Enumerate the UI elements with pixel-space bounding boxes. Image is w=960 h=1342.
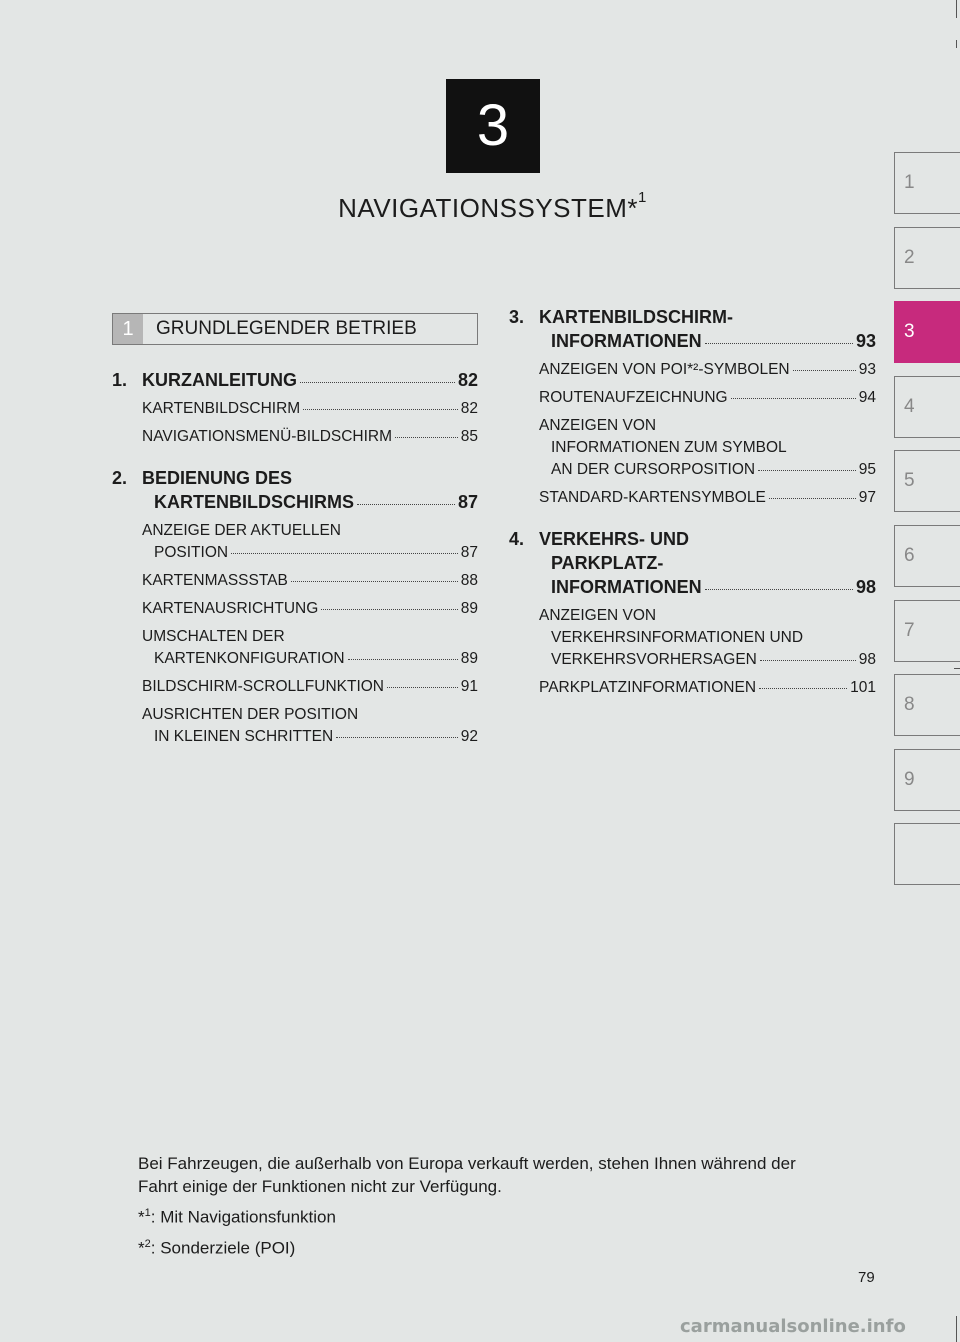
toc-line-text: KURZANLEITUNG (142, 370, 297, 390)
toc-line-text: POSITION (154, 544, 229, 561)
toc-chapter-number: 1. (112, 370, 128, 390)
toc-line (539, 387, 876, 409)
toc-line (142, 626, 478, 648)
toc-line-text: KARTENBILDSCHIRM- (539, 307, 733, 327)
toc-entry[interactable] (539, 359, 876, 381)
toc-entry[interactable] (142, 704, 478, 748)
toc-chapter-title (539, 305, 876, 353)
toc-line-text: ROUTENAUFZEICHNUNG (539, 389, 728, 406)
toc-line-text: KARTENBILDSCHIRM (142, 400, 301, 417)
dot-leader (705, 343, 853, 344)
toc-entry[interactable] (142, 520, 478, 564)
toc-line-text: STANDARD-KARTENSYMBOLE (539, 489, 766, 506)
toc-line-text: ANZEIGEN VON POI*²-SYMBOLEN (539, 361, 790, 378)
page-ref[interactable]: 93 (858, 361, 876, 378)
toc-line (142, 648, 478, 670)
toc-chapter-title (142, 466, 478, 514)
crop-mark (956, 1316, 957, 1342)
dot-leader (387, 687, 458, 688)
toc-line-text: KARTENKONFIGURATION (154, 650, 345, 667)
toc-line-text: AN DER CURSORPOSITION (551, 461, 756, 478)
toc-entry[interactable] (539, 677, 876, 699)
toc-line (539, 437, 876, 459)
footer-note: Bei Fahrzeugen, die außerhalb von Europa verkauft werden, stehen Ihnen während der Fahrt einige der Funktionen nicht zur Verfügung. (138, 1154, 796, 1196)
crop-mark (956, 40, 957, 48)
side-tab-blank[interactable] (894, 823, 960, 885)
toc-chapter (509, 527, 876, 699)
toc-line (539, 605, 876, 627)
chapter-number-box: 3 (446, 79, 540, 173)
toc-line (539, 415, 876, 437)
side-tab-8[interactable]: 8 (894, 674, 960, 736)
page-ref[interactable]: 87 (460, 544, 478, 561)
footnote-1: *$^1$: Mit Navigationsfunktion (138, 1207, 336, 1227)
toc-chapter-heading[interactable] (509, 305, 876, 353)
toc-entry[interactable] (539, 605, 876, 671)
page-ref[interactable]: 89 (460, 650, 478, 667)
dot-leader (705, 589, 853, 590)
page-ref[interactable]: 98 (858, 651, 876, 668)
toc-entry[interactable] (142, 570, 478, 592)
toc-line (142, 542, 478, 564)
toc-chapter-heading[interactable] (509, 527, 876, 599)
toc-line (539, 575, 876, 599)
toc-left-column (112, 368, 478, 748)
page-ref[interactable]: 98 (855, 577, 876, 597)
page-ref[interactable]: 85 (460, 428, 478, 445)
dot-leader (291, 581, 458, 582)
side-tab-1[interactable]: 1 (894, 152, 960, 214)
toc-entry[interactable] (142, 676, 478, 698)
toc-line-text: ANZEIGEN VON (539, 417, 657, 434)
toc-line-text: NAVIGATIONSMENÜ-BILDSCHIRM (142, 428, 393, 445)
dot-leader (760, 660, 856, 661)
toc-line (142, 520, 478, 542)
toc-chapter-title (539, 527, 876, 599)
side-tab-4[interactable]: 4 (894, 376, 960, 438)
side-tab-3[interactable]: 3 (894, 301, 960, 363)
toc-line-text: KARTENBILDSCHIRMS (154, 492, 354, 512)
toc-line-text: INFORMATIONEN ZUM SYMBOL (551, 439, 787, 456)
crop-mark (954, 668, 960, 669)
toc-line (142, 676, 478, 698)
page-ref[interactable]: 82 (460, 400, 478, 417)
page-title: NAVIGATIONSSYSTEM*$^1$ (338, 189, 647, 223)
toc-line (142, 570, 478, 592)
page-ref[interactable]: 93 (855, 331, 876, 351)
toc-chapter-heading[interactable] (112, 466, 478, 514)
page-ref[interactable]: 88 (460, 572, 478, 589)
page-ref[interactable]: 89 (460, 600, 478, 617)
toc-entry[interactable] (142, 398, 478, 420)
toc-line (142, 398, 478, 420)
toc-line-text: VERKEHRS- UND (539, 529, 690, 549)
toc-line (142, 368, 478, 392)
toc-line-text: VERKEHRSVORHERSAGEN (551, 651, 757, 668)
toc-line (539, 305, 876, 329)
dot-leader (321, 609, 457, 610)
toc-line-text: INFORMATIONEN (551, 331, 702, 351)
toc-line (539, 359, 876, 381)
dot-leader (395, 437, 458, 438)
toc-line-text: VERKEHRSINFORMATIONEN UND (551, 629, 804, 646)
toc-chapter-number: 3. (509, 307, 525, 327)
toc-line (142, 426, 478, 448)
side-tab-5[interactable]: 5 (894, 450, 960, 512)
page-ref[interactable]: 95 (858, 461, 876, 478)
toc-chapter-number: 2. (112, 468, 128, 488)
footnote-2: *$^2$: Sonderziele (POI) (138, 1237, 296, 1258)
page-number: 79 (858, 1269, 875, 1286)
toc-line (539, 329, 876, 353)
toc-line-text: UMSCHALTEN DER (142, 628, 285, 645)
page-ref[interactable]: 97 (858, 489, 876, 506)
toc-line-text: KARTENAUSRICHTUNG (142, 600, 319, 617)
toc-chapter (112, 368, 478, 448)
toc-line-text: BEDIENUNG DES (142, 468, 293, 488)
toc-chapter (112, 466, 478, 748)
page-ref[interactable]: 94 (858, 389, 876, 406)
dot-leader (357, 504, 455, 505)
toc-right-column (509, 305, 876, 699)
toc-line-text: PARKPLATZINFORMATIONEN (539, 679, 757, 696)
toc-line (142, 598, 478, 620)
toc-line (539, 627, 876, 649)
section-number: 1 (113, 314, 143, 344)
toc-line (539, 551, 876, 575)
toc-entry[interactable] (142, 598, 478, 620)
toc-line-text: KARTENMASSSTAB (142, 572, 288, 589)
dot-leader (731, 398, 856, 399)
side-tab-9[interactable]: 9 (894, 749, 960, 811)
footer-notes (138, 1152, 838, 1259)
toc-line (539, 527, 876, 551)
dot-leader (759, 688, 847, 689)
toc-chapter-title (142, 368, 478, 392)
side-tab-7[interactable]: 7 (894, 600, 960, 662)
dot-leader (348, 659, 458, 660)
dot-leader (303, 409, 458, 410)
toc-line-text: ANZEIGE DER AKTUELLEN (142, 522, 341, 539)
toc-chapter-heading[interactable] (112, 368, 478, 392)
page-ref[interactable]: 87 (457, 492, 478, 512)
toc-line-text: AUSRICHTEN DER POSITION (142, 706, 359, 723)
toc-entry[interactable] (142, 426, 478, 448)
section-title: GRUNDLEGENDER BETRIEB (156, 318, 417, 339)
toc-chapter-number: 4. (509, 529, 525, 549)
toc-line (539, 487, 876, 509)
side-tab-2[interactable]: 2 (894, 227, 960, 289)
toc-line (539, 649, 876, 671)
toc-line (539, 459, 876, 481)
toc-line-text: ANZEIGEN VON (539, 607, 657, 624)
toc-line (142, 490, 478, 514)
toc-line (142, 466, 478, 490)
section-header (112, 313, 478, 345)
dot-leader (336, 737, 458, 738)
page-ref[interactable]: 91 (460, 678, 478, 695)
dot-leader (758, 470, 856, 471)
toc-entry[interactable] (539, 415, 876, 481)
page-ref[interactable]: 82 (457, 370, 478, 390)
dot-leader (300, 382, 455, 383)
page-ref[interactable]: 101 (850, 679, 876, 696)
dot-leader (231, 553, 458, 554)
toc-line-text: INFORMATIONEN (551, 577, 702, 597)
toc-line-text: IN KLEINEN SCHRITTEN (154, 728, 334, 745)
watermark[interactable]: carmanualsonline.info (680, 1316, 906, 1337)
crop-mark (956, 0, 957, 18)
page-ref[interactable]: 92 (460, 728, 478, 745)
toc-entry[interactable] (539, 387, 876, 409)
toc-line (142, 704, 478, 726)
toc-line-text: PARKPLATZ- (551, 553, 664, 573)
toc-line (142, 726, 478, 748)
toc-entry[interactable] (539, 487, 876, 509)
dot-leader (793, 370, 856, 371)
side-tab-6[interactable]: 6 (894, 525, 960, 587)
toc-chapter (509, 305, 876, 509)
toc-line-text: BILDSCHIRM-SCROLLFUNKTION (142, 678, 384, 695)
toc-line (539, 677, 876, 699)
dot-leader (769, 498, 856, 499)
toc-entry[interactable] (142, 626, 478, 670)
